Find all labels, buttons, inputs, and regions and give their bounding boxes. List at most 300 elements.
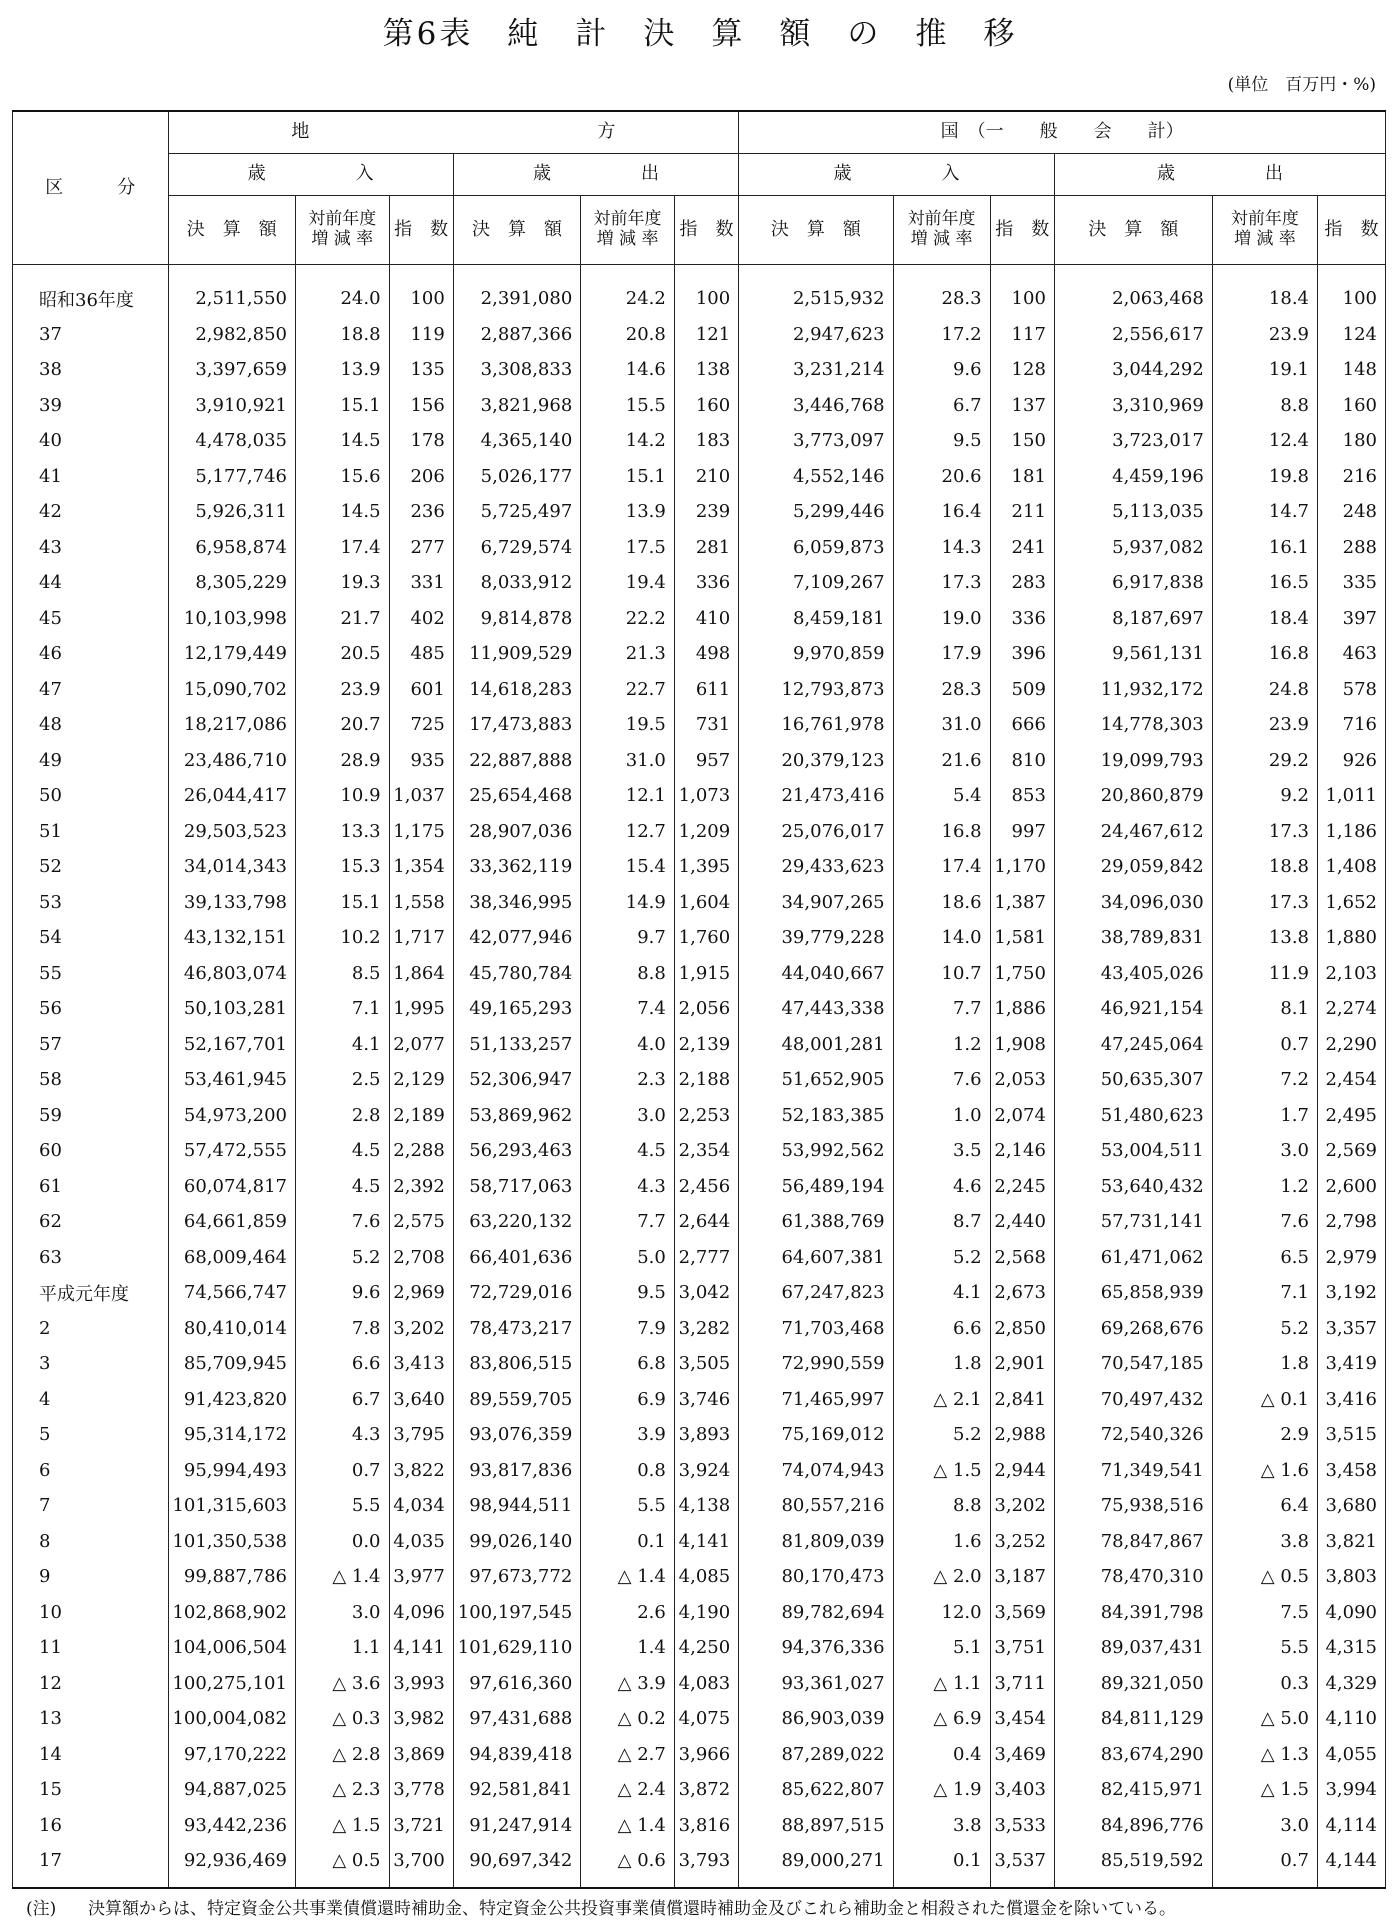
national-expenditure-rate-cell: 5.5 xyxy=(1212,1630,1317,1666)
national-revenue-rate-cell: 4.1 xyxy=(893,1275,990,1311)
local-expenditure-index-cell: 2,056 xyxy=(674,991,738,1027)
national-expenditure-amount-cell: 85,519,592 xyxy=(1054,1843,1212,1888)
local-revenue-index-cell: 100 xyxy=(389,265,453,317)
national-expenditure-rate-cell: 29.2 xyxy=(1212,743,1317,779)
local-expenditure-rate-cell: 7.4 xyxy=(581,991,675,1027)
national-expenditure-rate-cell: △ 1.6 xyxy=(1212,1453,1317,1489)
national-expenditure-index-cell: 4,329 xyxy=(1318,1666,1386,1702)
national-revenue-rate-cell: 1.6 xyxy=(893,1524,990,1560)
national-revenue-amount-cell: 2,515,932 xyxy=(739,265,893,317)
local-revenue-index-cell: 1,037 xyxy=(389,778,453,814)
national-revenue-index-cell: 3,537 xyxy=(990,1843,1054,1888)
national-revenue-amount-cell: 89,000,271 xyxy=(739,1843,893,1888)
local-expenditure-amount-cell: 42,077,946 xyxy=(453,920,580,956)
table-row xyxy=(13,956,1386,992)
national-expenditure-index-cell: 2,600 xyxy=(1318,1169,1386,1205)
table-row xyxy=(13,743,1386,779)
amount-header: 決 算 額 xyxy=(453,196,580,265)
rate-header-line1: 対前年度 xyxy=(907,209,976,230)
national-expenditure-index-cell: 3,419 xyxy=(1318,1346,1386,1382)
local-expenditure-index-cell: 336 xyxy=(674,565,738,601)
national-revenue-rate-cell: 6.6 xyxy=(893,1311,990,1347)
local-expenditure-rate-cell: 19.4 xyxy=(581,565,675,601)
local-revenue-amount-cell: 2,982,850 xyxy=(168,317,295,353)
local-expenditure-amount-cell: 53,869,962 xyxy=(453,1098,580,1134)
national-expenditure-amount-cell: 5,937,082 xyxy=(1054,530,1212,566)
local-revenue-amount-cell: 57,472,555 xyxy=(168,1133,295,1169)
local-expenditure-index-cell: 4,190 xyxy=(674,1595,738,1631)
row-label-cell: 48 xyxy=(13,707,169,743)
national-revenue-amount-cell: 88,897,515 xyxy=(739,1808,893,1844)
local-expenditure-rate-cell: 1.4 xyxy=(581,1630,675,1666)
local-revenue-index-cell: 2,288 xyxy=(389,1133,453,1169)
local-revenue-index-cell: 3,640 xyxy=(389,1382,453,1418)
local-expenditure-rate-cell: 7.7 xyxy=(581,1204,675,1240)
national-expenditure-header: 歳 出 xyxy=(1054,154,1385,196)
local-expenditure-index-cell: 3,924 xyxy=(674,1453,738,1489)
national-revenue-index-cell: 2,944 xyxy=(990,1453,1054,1489)
local-revenue-amount-cell: 39,133,798 xyxy=(168,885,295,921)
local-revenue-index-cell: 4,141 xyxy=(389,1630,453,1666)
local-expenditure-rate-cell: 0.1 xyxy=(581,1524,675,1560)
national-expenditure-index-cell: 1,186 xyxy=(1318,814,1386,850)
local-revenue-amount-cell: 68,009,464 xyxy=(168,1240,295,1276)
local-expenditure-index-cell: 2,777 xyxy=(674,1240,738,1276)
local-expenditure-rate-cell: 14.2 xyxy=(581,423,675,459)
national-revenue-amount-cell: 25,076,017 xyxy=(739,814,893,850)
national-revenue-index-cell: 128 xyxy=(990,352,1054,388)
national-revenue-rate-cell: △ 1.5 xyxy=(893,1453,990,1489)
local-expenditure-rate-cell: △ 3.9 xyxy=(581,1666,675,1702)
national-revenue-index-cell: 1,750 xyxy=(990,956,1054,992)
local-revenue-index-cell: 402 xyxy=(389,601,453,637)
local-revenue-rate-cell: 1.1 xyxy=(295,1630,389,1666)
row-label-cell: 63 xyxy=(13,1240,169,1276)
national-revenue-amount-cell: 72,990,559 xyxy=(739,1346,893,1382)
local-expenditure-index-cell: 4,138 xyxy=(674,1488,738,1524)
local-expenditure-rate-cell: 15.1 xyxy=(581,459,675,495)
national-expenditure-rate-cell: 1.2 xyxy=(1212,1169,1317,1205)
national-expenditure-rate-cell: 6.5 xyxy=(1212,1240,1317,1276)
local-revenue-index-cell: 2,077 xyxy=(389,1027,453,1063)
row-label-cell: 6 xyxy=(13,1453,169,1489)
local-revenue-amount-cell: 2,511,550 xyxy=(168,265,295,317)
index-header: 指 数 xyxy=(1318,196,1386,265)
national-revenue-rate-cell: 14.3 xyxy=(893,530,990,566)
national-expenditure-amount-cell: 72,540,326 xyxy=(1054,1417,1212,1453)
national-revenue-index-cell: 666 xyxy=(990,707,1054,743)
national-expenditure-rate-cell: 16.5 xyxy=(1212,565,1317,601)
national-revenue-amount-cell: 2,947,623 xyxy=(739,317,893,353)
national-revenue-rate-cell: 9.5 xyxy=(893,423,990,459)
national-expenditure-amount-cell: 84,811,129 xyxy=(1054,1701,1212,1737)
national-revenue-rate-cell: △ 2.1 xyxy=(893,1382,990,1418)
national-revenue-rate-cell: 18.6 xyxy=(893,885,990,921)
national-revenue-rate-cell: 10.7 xyxy=(893,956,990,992)
national-expenditure-amount-cell: 8,187,697 xyxy=(1054,601,1212,637)
rate-header-line1: 対前年度 xyxy=(308,209,377,230)
row-label-cell: 45 xyxy=(13,601,169,637)
local-revenue-rate-cell: 10.9 xyxy=(295,778,389,814)
local-revenue-rate-cell: 14.5 xyxy=(295,423,389,459)
local-expenditure-index-cell: 1,915 xyxy=(674,956,738,992)
national-expenditure-index-cell: 3,416 xyxy=(1318,1382,1386,1418)
national-expenditure-rate-cell: 3.8 xyxy=(1212,1524,1317,1560)
row-label-cell: 56 xyxy=(13,991,169,1027)
local-revenue-rate-cell: 3.0 xyxy=(295,1595,389,1631)
local-expenditure-amount-cell: 25,654,468 xyxy=(453,778,580,814)
local-revenue-rate-cell: 24.0 xyxy=(295,265,389,317)
national-expenditure-index-cell: 2,979 xyxy=(1318,1240,1386,1276)
table-row xyxy=(13,1843,1386,1888)
national-revenue-amount-cell: 39,779,228 xyxy=(739,920,893,956)
table-row xyxy=(13,1524,1386,1560)
national-expenditure-amount-cell: 3,310,969 xyxy=(1054,388,1212,424)
local-expenditure-rate-cell: 4.5 xyxy=(581,1133,675,1169)
row-label-cell: 52 xyxy=(13,849,169,885)
local-expenditure-rate-cell: 22.2 xyxy=(581,601,675,637)
national-expenditure-index-cell: 100 xyxy=(1318,265,1386,317)
local-expenditure-rate-cell: 15.4 xyxy=(581,849,675,885)
national-revenue-rate-cell: 5.4 xyxy=(893,778,990,814)
local-expenditure-rate-cell: △ 2.7 xyxy=(581,1737,675,1773)
local-expenditure-amount-cell: 90,697,342 xyxy=(453,1843,580,1888)
national-expenditure-rate-cell: 12.4 xyxy=(1212,423,1317,459)
national-expenditure-amount-cell: 5,113,035 xyxy=(1054,494,1212,530)
row-label-cell: 57 xyxy=(13,1027,169,1063)
local-revenue-amount-cell: 43,132,151 xyxy=(168,920,295,956)
national-revenue-rate-cell: 4.6 xyxy=(893,1169,990,1205)
national-expenditure-rate-cell: 19.8 xyxy=(1212,459,1317,495)
table-row xyxy=(13,1062,1386,1098)
local-expenditure-amount-cell: 2,391,080 xyxy=(453,265,580,317)
table-row xyxy=(13,1275,1386,1311)
national-expenditure-index-cell: 4,315 xyxy=(1318,1630,1386,1666)
national-expenditure-index-cell: 2,454 xyxy=(1318,1062,1386,1098)
local-revenue-index-cell: 485 xyxy=(389,636,453,672)
national-expenditure-amount-cell: 57,731,141 xyxy=(1054,1204,1212,1240)
table-row xyxy=(13,885,1386,921)
local-expenditure-amount-cell: 6,729,574 xyxy=(453,530,580,566)
national-expenditure-amount-cell: 53,640,432 xyxy=(1054,1169,1212,1205)
local-revenue-rate-cell: 7.8 xyxy=(295,1311,389,1347)
local-expenditure-index-cell: 4,075 xyxy=(674,1701,738,1737)
national-revenue-amount-cell: 52,183,385 xyxy=(739,1098,893,1134)
national-expenditure-amount-cell: 70,547,185 xyxy=(1054,1346,1212,1382)
national-expenditure-index-cell: 3,803 xyxy=(1318,1559,1386,1595)
local-expenditure-rate-cell: 5.0 xyxy=(581,1240,675,1276)
national-revenue-amount-cell: 56,489,194 xyxy=(739,1169,893,1205)
national-expenditure-amount-cell: 34,096,030 xyxy=(1054,885,1212,921)
local-expenditure-amount-cell: 98,944,511 xyxy=(453,1488,580,1524)
national-revenue-rate-cell: 9.6 xyxy=(893,352,990,388)
local-expenditure-amount-cell: 94,839,418 xyxy=(453,1737,580,1773)
row-label-cell: 47 xyxy=(13,672,169,708)
national-expenditure-index-cell: 463 xyxy=(1318,636,1386,672)
rate-header xyxy=(581,196,675,265)
table-row xyxy=(13,265,1386,317)
national-revenue-amount-cell: 21,473,416 xyxy=(739,778,893,814)
local-revenue-header: 歳 入 xyxy=(168,154,453,196)
local-revenue-rate-cell: 4.5 xyxy=(295,1169,389,1205)
national-revenue-rate-cell: 7.7 xyxy=(893,991,990,1027)
national-revenue-amount-cell: 3,231,214 xyxy=(739,352,893,388)
national-revenue-index-cell: 3,711 xyxy=(990,1666,1054,1702)
table-row xyxy=(13,814,1386,850)
row-label-cell: 49 xyxy=(13,743,169,779)
local-expenditure-amount-cell: 38,346,995 xyxy=(453,885,580,921)
national-expenditure-amount-cell: 3,044,292 xyxy=(1054,352,1212,388)
national-expenditure-rate-cell: 1.7 xyxy=(1212,1098,1317,1134)
unit-label: (単位 百万円・%) xyxy=(1227,75,1376,95)
local-expenditure-index-cell: 2,139 xyxy=(674,1027,738,1063)
local-expenditure-amount-cell: 100,197,545 xyxy=(453,1595,580,1631)
national-expenditure-rate-cell: 6.4 xyxy=(1212,1488,1317,1524)
local-expenditure-index-cell: 3,893 xyxy=(674,1417,738,1453)
national-expenditure-rate-cell: 7.6 xyxy=(1212,1204,1317,1240)
national-revenue-amount-cell: 7,109,267 xyxy=(739,565,893,601)
local-expenditure-index-cell: 957 xyxy=(674,743,738,779)
national-revenue-amount-cell: 12,793,873 xyxy=(739,672,893,708)
local-expenditure-amount-cell: 93,076,359 xyxy=(453,1417,580,1453)
footnote xyxy=(26,1894,1176,1919)
table-row xyxy=(13,1453,1386,1489)
local-revenue-index-cell: 4,035 xyxy=(389,1524,453,1560)
table-row xyxy=(13,849,1386,885)
national-expenditure-rate-cell: △ 1.5 xyxy=(1212,1772,1317,1808)
local-revenue-amount-cell: 8,305,229 xyxy=(168,565,295,601)
local-revenue-rate-cell: 2.5 xyxy=(295,1062,389,1098)
national-revenue-amount-cell: 93,361,027 xyxy=(739,1666,893,1702)
national-revenue-rate-cell: 17.9 xyxy=(893,636,990,672)
national-revenue-index-cell: 3,187 xyxy=(990,1559,1054,1595)
national-revenue-rate-cell: 28.3 xyxy=(893,265,990,317)
table-row xyxy=(13,1630,1386,1666)
national-revenue-rate-cell: 0.1 xyxy=(893,1843,990,1888)
national-revenue-index-cell: 810 xyxy=(990,743,1054,779)
national-expenditure-index-cell: 3,680 xyxy=(1318,1488,1386,1524)
local-revenue-index-cell: 935 xyxy=(389,743,453,779)
national-revenue-amount-cell: 81,809,039 xyxy=(739,1524,893,1560)
local-revenue-amount-cell: 46,803,074 xyxy=(168,956,295,992)
local-revenue-rate-cell: △ 3.6 xyxy=(295,1666,389,1702)
local-expenditure-amount-cell: 3,821,968 xyxy=(453,388,580,424)
national-expenditure-index-cell: 2,495 xyxy=(1318,1098,1386,1134)
local-revenue-rate-cell: 13.9 xyxy=(295,352,389,388)
national-revenue-rate-cell: 20.6 xyxy=(893,459,990,495)
national-revenue-amount-cell: 3,773,097 xyxy=(739,423,893,459)
local-revenue-amount-cell: 54,973,200 xyxy=(168,1098,295,1134)
local-expenditure-index-cell: 3,746 xyxy=(674,1382,738,1418)
local-expenditure-rate-cell: 21.3 xyxy=(581,636,675,672)
national-expenditure-amount-cell: 20,860,879 xyxy=(1054,778,1212,814)
local-expenditure-amount-cell: 2,887,366 xyxy=(453,317,580,353)
national-expenditure-rate-cell: 13.8 xyxy=(1212,920,1317,956)
local-revenue-amount-cell: 99,887,786 xyxy=(168,1559,295,1595)
national-expenditure-index-cell: 248 xyxy=(1318,494,1386,530)
national-expenditure-amount-cell: 38,789,831 xyxy=(1054,920,1212,956)
national-revenue-index-cell: 283 xyxy=(990,565,1054,601)
national-expenditure-index-cell: 4,144 xyxy=(1318,1843,1386,1888)
local-expenditure-rate-cell: 4.3 xyxy=(581,1169,675,1205)
national-expenditure-amount-cell: 50,635,307 xyxy=(1054,1062,1212,1098)
national-revenue-amount-cell: 61,388,769 xyxy=(739,1204,893,1240)
local-revenue-rate-cell: 10.2 xyxy=(295,920,389,956)
local-expenditure-amount-cell: 3,308,833 xyxy=(453,352,580,388)
national-expenditure-index-cell: 216 xyxy=(1318,459,1386,495)
national-expenditure-amount-cell: 82,415,971 xyxy=(1054,1772,1212,1808)
national-revenue-amount-cell: 9,970,859 xyxy=(739,636,893,672)
national-expenditure-index-cell: 3,994 xyxy=(1318,1772,1386,1808)
table-row xyxy=(13,459,1386,495)
table-row xyxy=(13,317,1386,353)
local-expenditure-rate-cell: 14.6 xyxy=(581,352,675,388)
local-revenue-rate-cell: 13.3 xyxy=(295,814,389,850)
table-row xyxy=(13,1133,1386,1169)
local-expenditure-amount-cell: 52,306,947 xyxy=(453,1062,580,1098)
national-expenditure-index-cell: 1,652 xyxy=(1318,885,1386,921)
local-expenditure-amount-cell: 22,887,888 xyxy=(453,743,580,779)
local-revenue-amount-cell: 94,887,025 xyxy=(168,1772,295,1808)
local-revenue-index-cell: 3,822 xyxy=(389,1453,453,1489)
local-expenditure-amount-cell: 8,033,912 xyxy=(453,565,580,601)
rate-header xyxy=(295,196,389,265)
local-revenue-index-cell: 3,778 xyxy=(389,1772,453,1808)
row-label-cell: 46 xyxy=(13,636,169,672)
national-revenue-amount-cell: 71,465,997 xyxy=(739,1382,893,1418)
local-revenue-index-cell: 3,977 xyxy=(389,1559,453,1595)
row-label-cell: 50 xyxy=(13,778,169,814)
local-revenue-index-cell: 3,869 xyxy=(389,1737,453,1773)
national-expenditure-index-cell: 926 xyxy=(1318,743,1386,779)
local-revenue-index-cell: 156 xyxy=(389,388,453,424)
national-revenue-amount-cell: 5,299,446 xyxy=(739,494,893,530)
local-revenue-amount-cell: 6,958,874 xyxy=(168,530,295,566)
local-expenditure-index-cell: 2,253 xyxy=(674,1098,738,1134)
local-revenue-rate-cell: 15.1 xyxy=(295,388,389,424)
local-revenue-index-cell: 3,993 xyxy=(389,1666,453,1702)
national-revenue-index-cell: 137 xyxy=(990,388,1054,424)
national-revenue-rate-cell: 8.8 xyxy=(893,1488,990,1524)
local-expenditure-index-cell: 498 xyxy=(674,636,738,672)
national-expenditure-amount-cell: 89,037,431 xyxy=(1054,1630,1212,1666)
national-expenditure-index-cell: 2,290 xyxy=(1318,1027,1386,1063)
national-revenue-amount-cell: 53,992,562 xyxy=(739,1133,893,1169)
index-header: 指 数 xyxy=(674,196,738,265)
national-expenditure-index-cell: 288 xyxy=(1318,530,1386,566)
table-header xyxy=(13,111,1386,265)
table-row xyxy=(13,920,1386,956)
national-expenditure-amount-cell: 53,004,511 xyxy=(1054,1133,1212,1169)
national-revenue-index-cell: 853 xyxy=(990,778,1054,814)
national-revenue-amount-cell: 75,169,012 xyxy=(739,1417,893,1453)
local-expenditure-rate-cell: △ 0.2 xyxy=(581,1701,675,1737)
rate-header-line1: 対前年度 xyxy=(593,209,662,230)
national-revenue-index-cell: 509 xyxy=(990,672,1054,708)
national-expenditure-amount-cell: 2,556,617 xyxy=(1054,317,1212,353)
local-revenue-amount-cell: 52,167,701 xyxy=(168,1027,295,1063)
national-expenditure-index-cell: 1,880 xyxy=(1318,920,1386,956)
national-expenditure-amount-cell: 69,268,676 xyxy=(1054,1311,1212,1347)
local-expenditure-amount-cell: 17,473,883 xyxy=(453,707,580,743)
local-expenditure-rate-cell: 13.9 xyxy=(581,494,675,530)
national-expenditure-rate-cell: 16.1 xyxy=(1212,530,1317,566)
national-expenditure-index-cell: 180 xyxy=(1318,423,1386,459)
table-row xyxy=(13,1311,1386,1347)
local-revenue-index-cell: 1,354 xyxy=(389,849,453,885)
local-revenue-index-cell: 3,202 xyxy=(389,1311,453,1347)
national-revenue-rate-cell: 3.5 xyxy=(893,1133,990,1169)
local-revenue-rate-cell: 23.9 xyxy=(295,672,389,708)
local-expenditure-amount-cell: 58,717,063 xyxy=(453,1169,580,1205)
local-revenue-index-cell: 601 xyxy=(389,672,453,708)
national-revenue-index-cell: 396 xyxy=(990,636,1054,672)
national-expenditure-amount-cell: 6,917,838 xyxy=(1054,565,1212,601)
national-expenditure-amount-cell: 4,459,196 xyxy=(1054,459,1212,495)
national-revenue-index-cell: 2,568 xyxy=(990,1240,1054,1276)
national-revenue-rate-cell: △ 2.0 xyxy=(893,1559,990,1595)
local-expenditure-amount-cell: 9,814,878 xyxy=(453,601,580,637)
table-row xyxy=(13,707,1386,743)
local-expenditure-amount-cell: 51,133,257 xyxy=(453,1027,580,1063)
local-expenditure-amount-cell: 93,817,836 xyxy=(453,1453,580,1489)
local-expenditure-rate-cell: 19.5 xyxy=(581,707,675,743)
national-revenue-index-cell: 1,886 xyxy=(990,991,1054,1027)
national-expenditure-amount-cell: 83,674,290 xyxy=(1054,1737,1212,1773)
table-row xyxy=(13,1417,1386,1453)
national-revenue-rate-cell: 12.0 xyxy=(893,1595,990,1631)
local-revenue-amount-cell: 53,461,945 xyxy=(168,1062,295,1098)
local-expenditure-index-cell: 2,456 xyxy=(674,1169,738,1205)
national-revenue-amount-cell: 20,379,123 xyxy=(739,743,893,779)
national-header: 国 （一 般 会 計） xyxy=(739,111,1386,154)
local-revenue-index-cell: 277 xyxy=(389,530,453,566)
local-expenditure-rate-cell: 15.5 xyxy=(581,388,675,424)
table-row xyxy=(13,636,1386,672)
local-revenue-index-cell: 1,864 xyxy=(389,956,453,992)
national-revenue-rate-cell: 1.8 xyxy=(893,1346,990,1382)
row-label-cell: 39 xyxy=(13,388,169,424)
national-expenditure-rate-cell: 24.8 xyxy=(1212,672,1317,708)
local-revenue-index-cell: 2,129 xyxy=(389,1062,453,1098)
row-label-cell: 44 xyxy=(13,565,169,601)
local-revenue-index-cell: 4,034 xyxy=(389,1488,453,1524)
national-expenditure-amount-cell: 29,059,842 xyxy=(1054,849,1212,885)
table-row xyxy=(13,1204,1386,1240)
national-expenditure-rate-cell: 7.1 xyxy=(1212,1275,1317,1311)
national-revenue-index-cell: 211 xyxy=(990,494,1054,530)
local-expenditure-index-cell: 138 xyxy=(674,352,738,388)
local-revenue-rate-cell: △ 2.8 xyxy=(295,1737,389,1773)
row-label-cell: 2 xyxy=(13,1311,169,1347)
local-expenditure-amount-cell: 49,165,293 xyxy=(453,991,580,1027)
national-expenditure-rate-cell: 16.8 xyxy=(1212,636,1317,672)
local-revenue-index-cell: 3,721 xyxy=(389,1808,453,1844)
row-label-cell: 58 xyxy=(13,1062,169,1098)
local-revenue-amount-cell: 60,074,817 xyxy=(168,1169,295,1205)
national-revenue-amount-cell: 80,557,216 xyxy=(739,1488,893,1524)
row-label-cell: 54 xyxy=(13,920,169,956)
local-revenue-index-cell: 331 xyxy=(389,565,453,601)
local-revenue-rate-cell: 20.7 xyxy=(295,707,389,743)
rate-header-line1: 対前年度 xyxy=(1230,209,1299,230)
national-expenditure-rate-cell: 7.5 xyxy=(1212,1595,1317,1631)
local-expenditure-index-cell: 3,966 xyxy=(674,1737,738,1773)
national-revenue-rate-cell: 0.4 xyxy=(893,1737,990,1773)
national-revenue-index-cell: 3,751 xyxy=(990,1630,1054,1666)
local-revenue-amount-cell: 18,217,086 xyxy=(168,707,295,743)
national-expenditure-rate-cell: 9.2 xyxy=(1212,778,1317,814)
